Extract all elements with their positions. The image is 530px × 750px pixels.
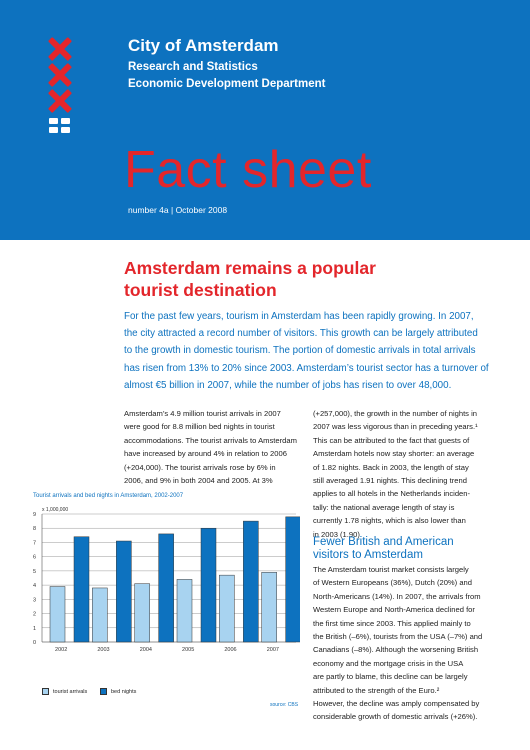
lead-paragraph: For the past few years, tourism in Amsterdam has been rapidly growing. In 2007, the city attracted a record number of visitors. This growth can be largely attributed to the growth in domestic tourism. The portion of domestic arrivals in total arrivals has risen from 13% to 20% since 2003. Amsterdam’s tourist sector has a turnover of almost €5 billion in 2007, while the number of jobs has risen to over 48,000.	[124, 311, 489, 391]
bar-bed-nights	[74, 537, 89, 642]
issue-info: number 4a | October 2008	[128, 205, 228, 215]
bar-bed-nights	[201, 528, 216, 642]
legend-tourist-arrivals	[42, 688, 87, 695]
article-headline: Amsterdam remains a popular tourist destination	[124, 258, 376, 300]
y-tick-label: 3	[32, 597, 36, 604]
x-tick-label: 2007	[266, 647, 279, 653]
bar-tourist-arrivals	[177, 579, 192, 642]
y-tick-label: 4	[32, 583, 36, 590]
legend-label-nights: bed nights	[111, 688, 137, 695]
org-title: City of Amsterdam	[128, 36, 279, 55]
bar-tourist-arrivals	[92, 588, 107, 642]
amsterdam-logo-icon	[47, 38, 73, 133]
bar-tourist-arrivals	[50, 587, 65, 642]
y-tick-label: 8	[32, 526, 36, 533]
bar-bed-nights	[116, 541, 131, 642]
y-tick-label: 0	[32, 640, 36, 646]
body-column-2: (+257,000), the growth in the number of nights in 2007 was less vigorous than in preceding years.¹ This can be attributed to the fact that guests of Amsterdam hotels now stay shorter: an average of 1.82 nights. Back in 2003, the length of stay still averaged 1.91 nights. This declining trend applies to all hotels in the Netherlands inciden- tally: the national average length of stay is currently 1.78 nights, which is also lower than in 2003 (1.90).	[313, 409, 478, 539]
chart-title: Tourist arrivals and bed nights in Amsterdam, 2002-2007	[33, 493, 184, 499]
x-tick-label: 2003	[97, 647, 110, 653]
bar-bed-nights	[159, 534, 174, 642]
bar-tourist-arrivals	[219, 575, 234, 642]
bar-tourist-arrivals	[135, 584, 150, 642]
legend-swatch-arrivals	[42, 688, 49, 695]
document-title: Fact sheet	[124, 141, 372, 199]
bar-bed-nights	[243, 521, 258, 642]
y-tick-label: 2	[32, 611, 36, 618]
x-tick-label: 2006	[224, 647, 237, 653]
section-subheading: Fewer British and American visitors to Amsterdam	[313, 536, 454, 561]
bar-tourist-arrivals	[262, 572, 277, 642]
department-line-2: Economic Development Department	[128, 78, 326, 90]
chart-unit-label: x 1,000,000	[42, 507, 69, 513]
y-tick-label: 6	[32, 554, 36, 561]
bar-bed-nights	[286, 517, 300, 642]
body-column-1: Amsterdam’s 4.9 million tourist arrivals in 2007 were good for 8.8 million bed nights in tourist accommodations. The tourist arrivals to Amsterdam have increased by around 4% in relation to 2006 (+204,000). The tourist arrivals rose by 6% in 2006, and 9% in both 2004 and 2005. At 3%	[124, 409, 297, 486]
x-tick-label: 2005	[182, 647, 195, 653]
legend-bed-nights	[100, 688, 136, 695]
y-tick-label: 7	[32, 540, 36, 547]
legend-label-arrivals: tourist arrivals	[53, 688, 88, 695]
x-tick-label: 2004	[139, 647, 152, 653]
y-tick-label: 9	[32, 512, 36, 518]
body-column-3: The Amsterdam tourist market consists largely of Western Europeans (36%), Dutch (20%) and North-Americans (14%). In 2007, the arrivals from Western Europe and North-America declined for the first time since 2003. This applied mainly to the British (–6%), tourists from the USA (–7%) and Canadians (–8%). Although the worsening British economy and the mortgage crisis in the USA are partly to blame, this decline can be largely attributed to the strength of the Euro.² However, the decline was amply compensated by considerable growth of domestic arrivals (+26%).	[313, 565, 483, 722]
x-tick-label: 2002	[55, 647, 68, 653]
bar-chart	[28, 510, 300, 658]
chart-source: source: CBS	[270, 702, 299, 708]
y-tick-label: 5	[32, 568, 36, 575]
department-line-1: Research and Statistics	[128, 61, 258, 73]
y-tick-label: 1	[32, 625, 36, 632]
legend-swatch-nights	[100, 688, 107, 695]
